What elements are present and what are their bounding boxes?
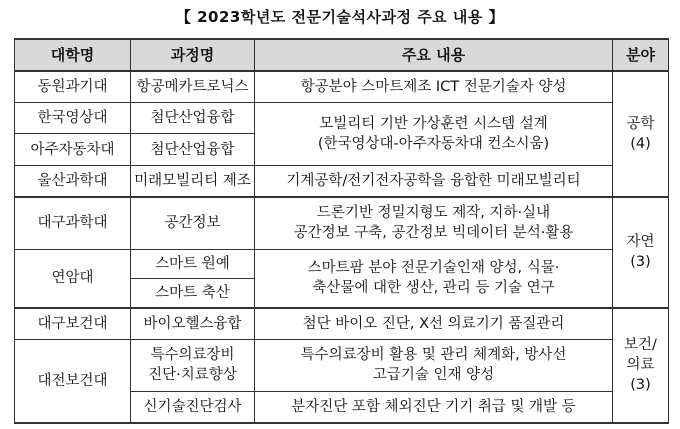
table-row: [15, 102, 669, 133]
table-header-row: [15, 39, 669, 71]
header-university: 대학명: [15, 39, 131, 71]
course-table: [14, 38, 669, 424]
course-cell: 바이오헬스융합: [131, 308, 255, 339]
course-cell: 신기술진단검사: [131, 392, 255, 423]
university-cell: 한국영상대: [15, 102, 131, 133]
content-cell: 스마트팜 분야 전문기술인재 양성, 식물· 축산물에 대한 생산, 관리 등 기술 연구: [255, 249, 613, 308]
university-cell: 대구보건대: [15, 308, 131, 339]
header-course: 과정명: [131, 39, 255, 71]
university-cell: 대구과학대: [15, 197, 131, 249]
header-field: 분야: [613, 39, 669, 71]
university-cell: 동원과기대: [15, 71, 131, 102]
university-cell: 아주자동차대: [15, 134, 131, 165]
page-title: 【 2023학년도 전문기술석사과정 주요 내용 】: [175, 8, 505, 26]
table-row: [15, 165, 669, 196]
content-cell: 드론기반 정밀지형도 제작, 지하·실내 공간정보 구축, 공간정보 빅데이터 분석·활용: [255, 197, 613, 249]
field-cell-health: 보건/ 의료 (3): [613, 308, 669, 423]
university-cell: 연암대: [15, 249, 131, 308]
content-cell: 항공분야 스마트제조 ICT 전문기술자 양성: [255, 71, 613, 102]
content-cell: 분자진단 포함 체외진단 기기 취급 및 개발 등: [255, 392, 613, 423]
content-cell: 특수의료장비 활용 및 관리 체계화, 방사선 고급기술 인재 양성: [255, 339, 613, 391]
university-cell: 대전보건대: [15, 339, 131, 423]
table-row: [15, 308, 669, 339]
course-cell: 첨단산업융합: [131, 102, 255, 133]
field-cell-engineering: 공학 (4): [613, 71, 669, 197]
table-row: [15, 339, 669, 391]
course-cell: 스마트 원예: [131, 249, 255, 278]
university-cell: 울산과학대: [15, 165, 131, 196]
content-cell: 기계공학/전기전자공학을 융합한 미래모빌리티: [255, 165, 613, 196]
course-cell: 특수의료장비 진단·치료향상: [131, 339, 255, 391]
table-row: [15, 249, 669, 278]
table-row: [15, 71, 669, 102]
course-cell: 미래모빌리티 제조: [131, 165, 255, 196]
course-cell: 스마트 축산: [131, 278, 255, 307]
field-cell-natural: 자연 (3): [613, 197, 669, 308]
course-cell: 공간정보: [131, 197, 255, 249]
table-row: [15, 197, 669, 249]
content-cell: 모빌리티 기반 가상훈련 시스템 설계 (한국영상대-아주자동차대 컨소시움): [255, 102, 613, 165]
course-cell: 항공메카트로닉스: [131, 71, 255, 102]
content-cell: 첨단 바이오 진단, X선 의료기기 품질관리: [255, 308, 613, 339]
header-content: 주요 내용: [255, 39, 613, 71]
course-cell: 첨단산업융합: [131, 134, 255, 165]
